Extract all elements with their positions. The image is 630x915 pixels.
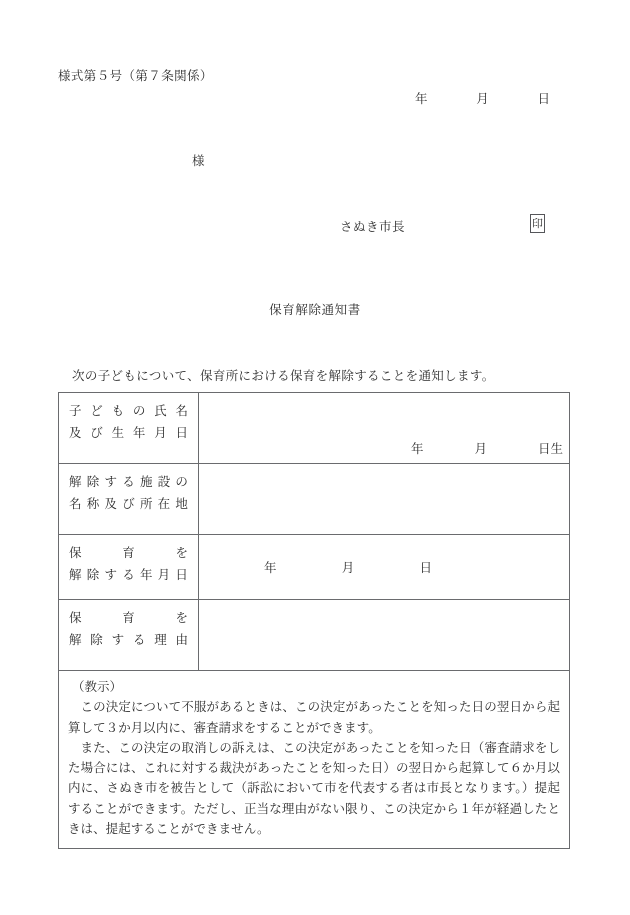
notice-section: [59, 671, 570, 849]
label-char: 育: [122, 546, 135, 560]
release-date-year: 年: [264, 561, 277, 575]
row-label-child-name: [59, 393, 199, 464]
label-char: 名: [69, 496, 82, 511]
page-title: 保育解除通知書: [269, 303, 361, 317]
label-char: び: [90, 425, 103, 440]
label-char: 月: [157, 567, 171, 582]
notification-table: [58, 392, 570, 849]
birthdate-placeholder: [411, 439, 563, 457]
label-line-1: [69, 543, 188, 565]
label-char: 除: [90, 632, 103, 647]
label-char: 保: [69, 546, 82, 560]
issue-date-year: 年: [415, 92, 428, 106]
label-char: 除: [86, 567, 100, 582]
label-char: を: [175, 546, 188, 560]
label-char: 年: [132, 425, 146, 440]
label-char: 解: [69, 567, 82, 582]
label-char: 解: [69, 632, 82, 647]
row-label-facility: [59, 464, 199, 535]
label-line-1: [69, 472, 188, 494]
label-char: 名: [175, 404, 188, 418]
issue-date-month: 月: [476, 92, 489, 106]
form-number: 様式第５号（第７条関係）: [58, 69, 213, 83]
label-char: 除: [86, 475, 100, 489]
issue-date-day: 日: [537, 92, 550, 106]
label-char: 施: [139, 475, 153, 489]
release-date-placeholder: [264, 558, 432, 576]
label-char: す: [104, 475, 117, 489]
label-char: 育: [122, 611, 135, 625]
table-row: [59, 535, 570, 600]
label-char: 由: [175, 632, 188, 647]
label-char: の: [175, 475, 188, 489]
table-row: [59, 464, 570, 535]
label-char: 解: [69, 475, 82, 489]
label-char: す: [111, 632, 125, 647]
label-char: 及: [69, 425, 82, 440]
label-line-1: [69, 401, 188, 423]
release-date-day: 日: [419, 561, 432, 575]
label-char: 子: [69, 404, 82, 418]
table-row: [59, 600, 570, 671]
birthdate-day: 日生: [537, 442, 563, 456]
issuer-name: さぬき市長: [340, 220, 406, 234]
label-char: 理: [154, 632, 167, 647]
notice-paragraph-2: また、この決定の取消しの訴えは、この決定があったことを知った日（審査請求をした場合には、これに対する裁決があったことを知った日）の翌日から起算して６か月以内に、さぬき市を被告として（訴訟において市を代表する者は市長となります。）提起することができます。ただし、正当な理由がない限り、この決定から１年が経過したときは、提起することができません。: [68, 740, 560, 836]
issue-date-line: [415, 89, 550, 107]
label-char: 月: [154, 425, 167, 440]
label-char: 保: [69, 611, 82, 625]
label-char: 在: [157, 496, 171, 511]
field-release-reason[interactable]: [199, 600, 570, 671]
table-row-notice: [59, 671, 570, 849]
label-char: 氏: [154, 404, 167, 418]
label-char: 年: [139, 567, 153, 582]
notice-heading: （教示）: [72, 680, 123, 694]
label-char: 及: [104, 496, 117, 511]
label-line-1: [69, 608, 188, 630]
label-char: を: [175, 611, 188, 625]
label-char: も: [111, 404, 125, 418]
intro-statement: 次の子どもについて、保育所における保育を解除することを通知します。: [72, 369, 495, 383]
field-facility-name-and-address[interactable]: [199, 464, 570, 535]
recipient-honorific: 様: [192, 154, 205, 168]
birthdate-year: 年: [411, 442, 424, 456]
row-label-release-reason: [59, 600, 199, 671]
label-char: る: [122, 567, 135, 582]
table-row: [59, 393, 570, 464]
field-child-name-and-birthdate[interactable]: [199, 393, 570, 464]
label-line-2: [69, 423, 188, 445]
label-char: る: [122, 475, 135, 489]
label-line-2: [69, 630, 188, 652]
label-char: す: [104, 567, 117, 582]
label-char: 称: [86, 496, 100, 511]
row-label-release-date: [59, 535, 199, 600]
label-char: 日: [175, 567, 188, 582]
label-line-2: [69, 494, 188, 516]
label-char: 所: [139, 496, 153, 511]
release-date-month: 月: [341, 561, 355, 575]
notice-paragraph-1: この決定について不服があるときは、この決定があったことを知った日の翌日から起算して３か月以内に、審査請求をすることができます。: [68, 700, 560, 735]
label-char: 日: [175, 425, 188, 440]
label-char: る: [132, 632, 146, 647]
label-char: 設: [157, 475, 171, 489]
label-char: ど: [90, 404, 103, 418]
label-char: 生: [111, 425, 125, 440]
label-line-2: [69, 565, 188, 587]
seal-stamp-icon: 印: [530, 214, 545, 233]
field-release-date[interactable]: [199, 535, 570, 600]
birthdate-month: 月: [474, 442, 487, 456]
label-char: 地: [175, 496, 188, 511]
label-char: の: [132, 404, 146, 418]
label-char: び: [122, 496, 135, 511]
